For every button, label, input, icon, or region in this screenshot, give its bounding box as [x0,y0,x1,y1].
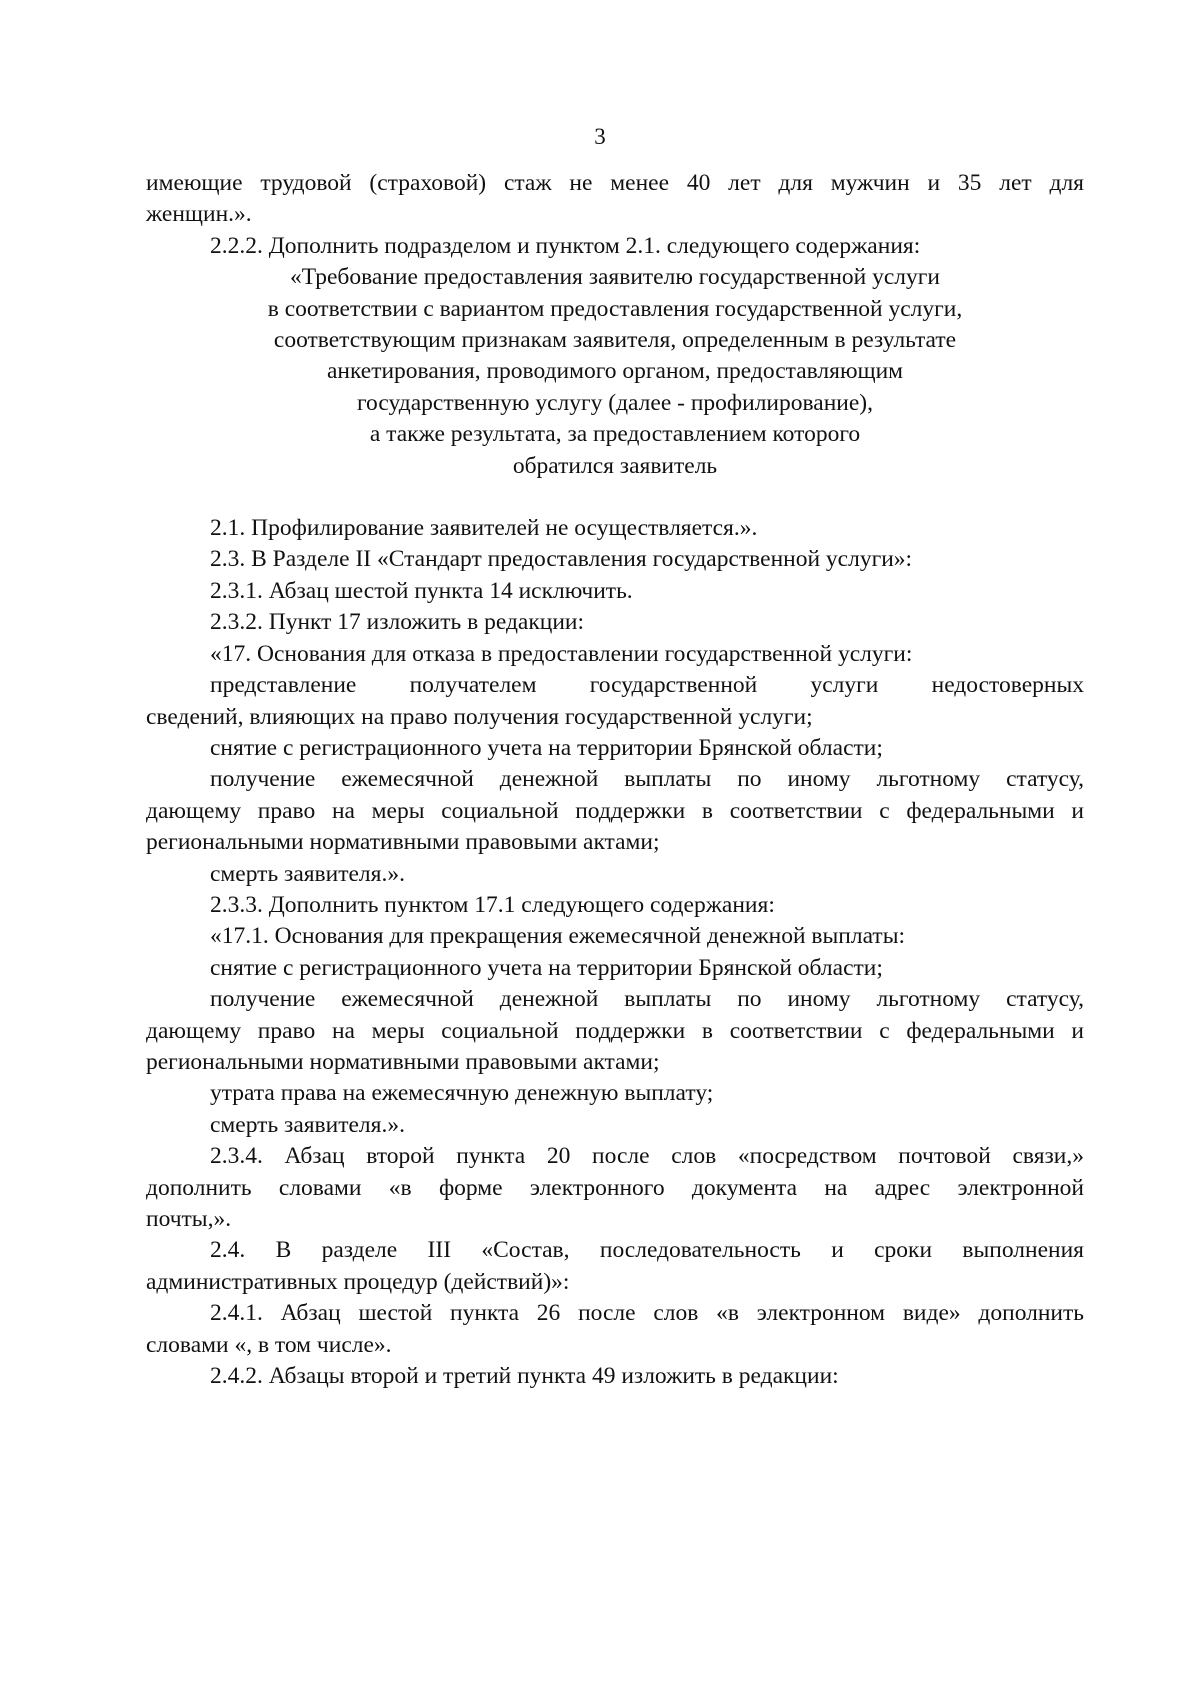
text-line: «17. Основания для отказа в предоставлении государственной услуги: [210,640,913,667]
text-line: 2.4. В разделе III «Состав, последовательность и сроки выполнения [210,1237,1084,1264]
text-line: смерть заявителя.». [210,860,405,887]
text-line: представление получателем государственной услуги недостоверных [210,672,1084,699]
text-line: 2.3.3. Дополнить пунктом 17.1 следующего содержания: [210,891,775,918]
heading-line: соответствующим признакам заявителя, определенным в результате [273,327,957,354]
text-line: дающему право на меры социальной поддержки в соответствии с федеральными и [146,1017,1084,1044]
text-line: смерть заявителя.». [210,1111,405,1138]
text-line: словами «, в том числе». [146,1331,392,1358]
text-line: 2.4.2. Абзацы второй и третий пункта 49 изложить в редакции: [210,1363,839,1390]
text-line: «17.1. Основания для прекращения ежемесячной денежной выплаты: [210,923,906,950]
text-line: утрата права на ежемесячную денежную выплату; [210,1080,714,1107]
text-line: почты,». [146,1206,232,1232]
document-body [146,168,1084,1392]
subsection-heading [146,262,1084,482]
text-line: 2.4.1. Абзац шестой пункта 26 после слов «в электронном виде» дополнить [210,1300,1084,1327]
text-line: 2.3.1. Абзац шестой пункта 14 исключить. [210,577,633,604]
text-line: 2.3.4. Абзац второй пункта 20 после слов «посредством почтовой связи,» [210,1143,1084,1170]
heading-line: анкетирования, проводимого органом, предоставляющим [326,358,904,385]
text-line: 2.2.2. Дополнить подразделом и пунктом 2.1. следующего содержания: [210,232,921,259]
text-line: получение ежемесячной денежной выплаты по иному льготному статусу, [210,766,1084,793]
text-line: региональными нормативными правовыми актами; [146,829,660,856]
text-line: 2.3.2. Пункт 17 изложить в редакции: [210,609,585,636]
heading-line: государственную услугу (далее - профилирование), [356,389,874,416]
text-line: административных процедур (действий)»: [146,1268,570,1295]
text-line: региональными нормативными правовыми актами; [146,1048,660,1075]
heading-line: а также результата, за предоставлением которого [369,421,861,448]
text-line: дающему право на меры социальной поддержки в соответствии с федеральными и [146,797,1084,824]
text-line: снятие с регистрационного учета на территории Брянской области; [210,734,883,761]
text-line: сведений, влияющих на право получения государственной услуги; [146,703,813,730]
page-number: 3 [594,124,606,149]
text-line: 2.3. В Разделе II «Стандарт предоставления государственной услуги»: [210,546,913,573]
heading-line: «Требование предоставления заявителю государственной услуги [290,264,940,291]
text-line: имеющие трудовой (страховой) стаж не менее 40 лет для мужчин и 35 лет для [146,170,1084,196]
text-line: снятие с регистрационного учета на территории Брянской области; [210,954,883,981]
blank-gap [146,482,1084,513]
text-line: женщин.». [146,201,252,228]
heading-line: в соответствии с вариантом предоставления государственной услуги, [267,295,963,322]
text-line: 2.1. Профилирование заявителей не осуществляется.». [210,515,758,542]
heading-line: обратился заявитель [512,452,718,479]
text-line: дополнить словами «в форме электронного документа на адрес электронной [146,1174,1084,1201]
text-line: получение ежемесячной денежной выплаты по иному льготному статусу, [210,986,1084,1013]
